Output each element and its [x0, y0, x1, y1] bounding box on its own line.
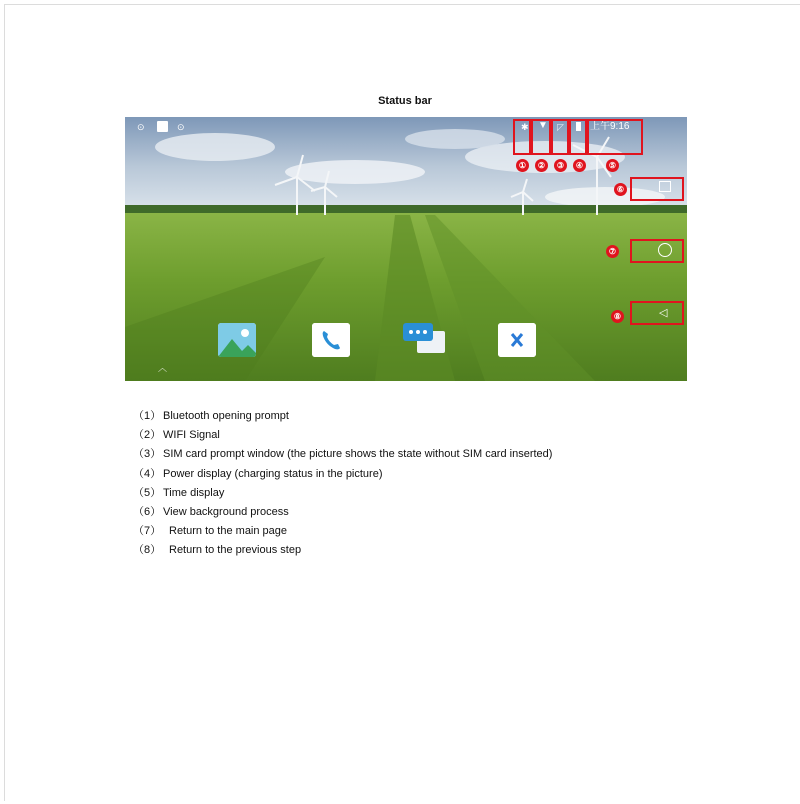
back-icon[interactable]: ◁ [659, 307, 668, 319]
document-page [4, 4, 800, 801]
marker-5: ⑤ [606, 159, 619, 172]
phone-app-icon[interactable] [312, 323, 350, 357]
notification-card-icon [157, 121, 168, 132]
marker-2: ② [535, 159, 548, 172]
time-display: 上午9:16 [590, 121, 630, 132]
annotation-box-recents [630, 177, 684, 201]
home-icon[interactable] [658, 243, 672, 257]
notification-icon: ⊙ [137, 122, 145, 132]
messages-app-icon[interactable] [403, 321, 447, 357]
legend-list [133, 407, 552, 561]
chevron-up-icon[interactable]: ︿ [158, 363, 168, 373]
list-item: （3） SIM card prompt window (the picture shows the state without SIM card inserted) [133, 448, 553, 461]
marker-1: ① [516, 159, 529, 172]
notification-icon: ⊙ [177, 122, 185, 132]
list-item: （1） Bluetooth opening prompt [133, 410, 289, 422]
list-item: （4） Power display (charging status in the picture) [133, 467, 383, 480]
phone-screenshot [125, 117, 687, 381]
annotation-box-back [630, 301, 684, 325]
sim-icon: ◸ [557, 122, 564, 132]
recents-icon[interactable] [659, 181, 671, 192]
figure-title: Status bar [378, 95, 432, 107]
marker-7: ⑦ [606, 245, 619, 258]
gallery-app-icon[interactable] [218, 323, 256, 357]
annotation-box-sim [551, 119, 569, 155]
list-item: （7） Return to the main page [133, 525, 288, 538]
x-app-icon[interactable] [498, 323, 536, 357]
annotation-box-wifi [531, 119, 551, 155]
marker-3: ③ [554, 159, 567, 172]
wifi-icon: ▼ [538, 120, 548, 131]
list-item: （6） View background process [133, 506, 289, 519]
list-item: （5） Time display [133, 486, 225, 499]
marker-8: ⑧ [611, 310, 624, 323]
list-item: （2） WIFI Signal [133, 429, 220, 442]
annotation-box-home [630, 239, 684, 263]
marker-4: ④ [573, 159, 586, 172]
bluetooth-icon: ✱ [521, 122, 529, 132]
annotation-box-bluetooth [513, 119, 531, 155]
annotation-box-time [587, 119, 643, 155]
marker-6: ⑥ [614, 183, 627, 196]
annotation-box-battery [569, 119, 587, 155]
list-item: （8） Return to the previous step [133, 544, 302, 557]
